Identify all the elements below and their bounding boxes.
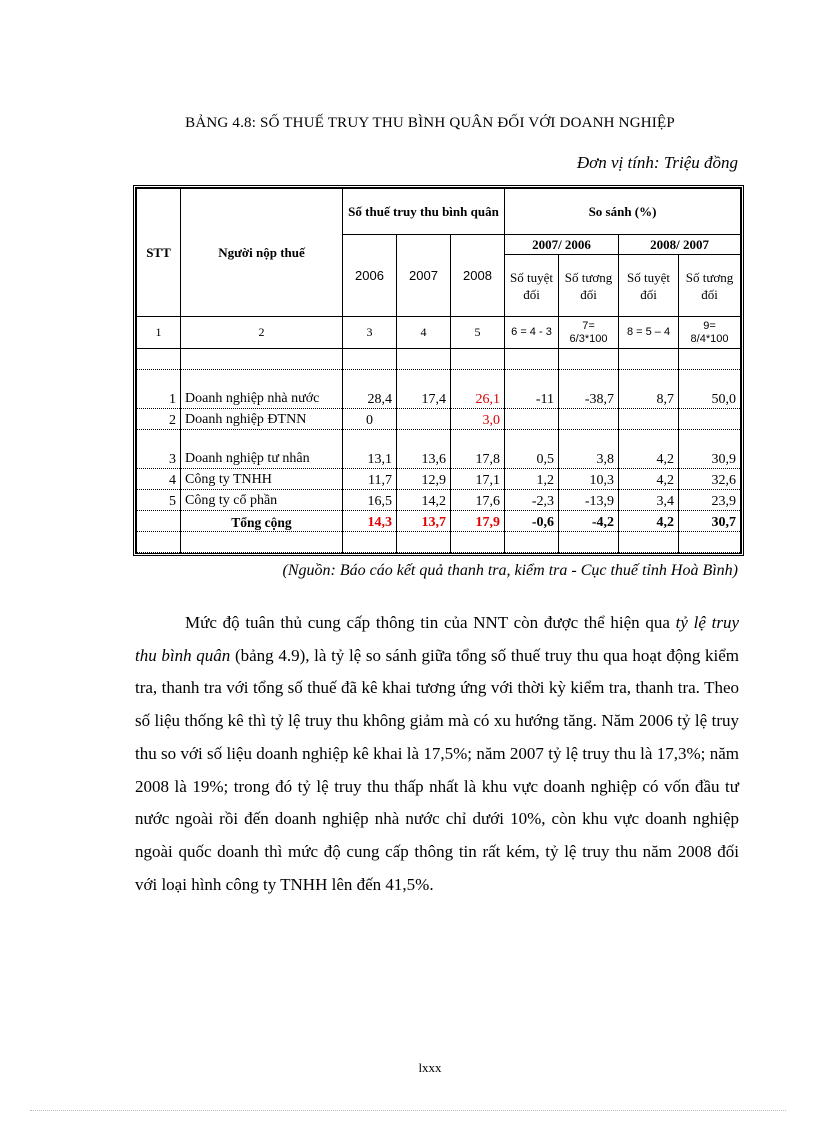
header-abs-2: Số tuyệt đối (619, 255, 679, 317)
unit-label: Đơn vị tính: Triệu đồng (576, 153, 738, 172)
idx-cell: 6 = 4 - 3 (505, 317, 559, 349)
cell-total-label: Tổng cộng (181, 511, 343, 532)
cell-2008: 17,8 (451, 430, 505, 469)
cell-2008: 17,9 (451, 511, 505, 532)
header-stt: STT (137, 189, 181, 317)
table-row (137, 490, 741, 511)
table-title: BẢNG 4.8: SỐ THUẾ TRUY THU BÌNH QUÂN ĐỐI VỚI DOANH NGHIỆP (185, 115, 675, 131)
cell-2006: 14,3 (343, 511, 397, 532)
header-abs-1: Số tuyệt đối (505, 255, 559, 317)
cell-2007 (397, 409, 451, 430)
total-row (137, 511, 741, 532)
cell-2008: 17,1 (451, 469, 505, 490)
cell-rel1: 10,3 (559, 469, 619, 490)
cell-rel2 (679, 409, 741, 430)
spacer-row (137, 532, 741, 553)
cell-stt: 4 (137, 469, 181, 490)
cell-2007: 13,7 (397, 511, 451, 532)
cell-name: Công ty cổ phần (181, 490, 343, 511)
idx-cell: 4 (397, 317, 451, 349)
idx-cell: 8 = 5 – 4 (619, 317, 679, 349)
header-year-2007: 2007 (397, 235, 451, 317)
idx-cell: 3 (343, 317, 397, 349)
cell-rel1: -4,2 (559, 511, 619, 532)
cell-2006: 0 (343, 409, 397, 430)
cell-rel2: 32,6 (679, 469, 741, 490)
cell-abs2: 3,4 (619, 490, 679, 511)
cell-abs2: 4,2 (619, 430, 679, 469)
idx-cell: 2 (181, 317, 343, 349)
header-compare: So sánh (%) (505, 189, 741, 235)
cell-rel1: -38,7 (559, 370, 619, 409)
cell-abs2 (619, 409, 679, 430)
cell-stt (137, 511, 181, 532)
cell-2008: 17,6 (451, 490, 505, 511)
paragraph-emphasis: tỷ lệ truy thu bình quân (135, 613, 739, 665)
header-period-1: 2007/ 2006 (505, 235, 619, 255)
idx-cell: 5 (451, 317, 505, 349)
cell-abs2: 4,2 (619, 469, 679, 490)
idx-cell: 1 (137, 317, 181, 349)
cell-rel1: -13,9 (559, 490, 619, 511)
cell-rel1: 3,8 (559, 430, 619, 469)
cell-2006: 13,1 (343, 430, 397, 469)
cell-2007: 13,6 (397, 430, 451, 469)
cell-abs1: 0,5 (505, 430, 559, 469)
cell-abs1: 1,2 (505, 469, 559, 490)
header-payer: Người nộp thuế (181, 189, 343, 317)
cell-rel2: 30,9 (679, 430, 741, 469)
cell-2007: 12,9 (397, 469, 451, 490)
cell-abs2: 8,7 (619, 370, 679, 409)
source-note: (Nguồn: Báo cáo kết quả thanh tra, kiểm tra - Cục thuế tỉnh Hoà Bình) (282, 562, 738, 579)
cell-2006: 11,7 (343, 469, 397, 490)
cell-abs2: 4,2 (619, 511, 679, 532)
table-row (137, 409, 741, 430)
idx-cell: 9= 8/4*100 (679, 317, 741, 349)
cell-rel1 (559, 409, 619, 430)
header-year-2008: 2008 (451, 235, 505, 317)
cell-2007: 14,2 (397, 490, 451, 511)
cell-rel2: 50,0 (679, 370, 741, 409)
paragraph-text (135, 607, 739, 901)
cell-name: Doanh nghiệp tư nhân (181, 430, 343, 469)
cell-name: Công ty TNHH (181, 469, 343, 490)
cell-2007: 17,4 (397, 370, 451, 409)
header-rel-1: Số tương đối (559, 255, 619, 317)
table-row (137, 370, 741, 409)
footer-divider (30, 1110, 786, 1111)
cell-abs1: -11 (505, 370, 559, 409)
table-row (137, 430, 741, 469)
cell-abs1: -2,3 (505, 490, 559, 511)
header-avg-tax: Số thuế truy thu bình quân (343, 189, 505, 235)
cell-rel2: 23,9 (679, 490, 741, 511)
paragraph-part-1: Mức độ tuân thủ cung cấp thông tin của NNT còn được thể hiện qua (185, 613, 676, 632)
cell-abs1: -0,6 (505, 511, 559, 532)
spacer-row (137, 349, 741, 370)
idx-cell: 7= 6/3*100 (559, 317, 619, 349)
cell-2008: 3,0 (451, 409, 505, 430)
body-paragraph (135, 607, 739, 901)
cell-2006: 16,5 (343, 490, 397, 511)
cell-stt: 1 (137, 370, 181, 409)
cell-name: Doanh nghiệp ĐTNN (181, 409, 343, 430)
header-year-2006: 2006 (343, 235, 397, 317)
cell-name: Doanh nghiệp nhà nước (181, 370, 343, 409)
page-number: lxxx (418, 1060, 442, 1075)
paragraph-part-2: (bảng 4.9), là tỷ lệ so sánh giữa tổng số thuế truy thu qua hoạt động kiểm tra, thanh tra với tổng số thuế đã kê khai tương ứng với thời kỳ kiểm tra, thanh tra. Theo số liệu thống kê thì tỷ lệ truy thu không giảm mà có xu hướng tăng. Năm 2006 tỷ lệ truy thu so với số liệu doanh nghiệp kê khai là 17,5%; năm 2007 tỷ lệ truy thu là 17,3%; năm 2008 là 19%; trong đó tỷ lệ truy thu thấp nhất là khu vực doanh nghiệp có vốn đầu tư nước ngoài rồi đến doanh nghiệp nhà nước chỉ dưới 10%, còn khu vực doanh nghiệp ngoài quốc doanh thì mức độ cung cấp thông tin rất kém, tỷ lệ truy thu năm 2008 đối với loại hình công ty TNHH lên đến 41,5%. (135, 645, 739, 894)
header-period-2: 2008/ 2007 (619, 235, 741, 255)
cell-rel2: 30,7 (679, 511, 741, 532)
cell-stt: 3 (137, 430, 181, 469)
column-index-row (137, 317, 741, 349)
data-table (133, 185, 744, 556)
cell-2008: 26,1 (451, 370, 505, 409)
cell-stt: 2 (137, 409, 181, 430)
table-row (137, 469, 741, 490)
header-rel-2: Số tương đối (679, 255, 741, 317)
cell-abs1 (505, 409, 559, 430)
cell-2006: 28,4 (343, 370, 397, 409)
cell-stt: 5 (137, 490, 181, 511)
